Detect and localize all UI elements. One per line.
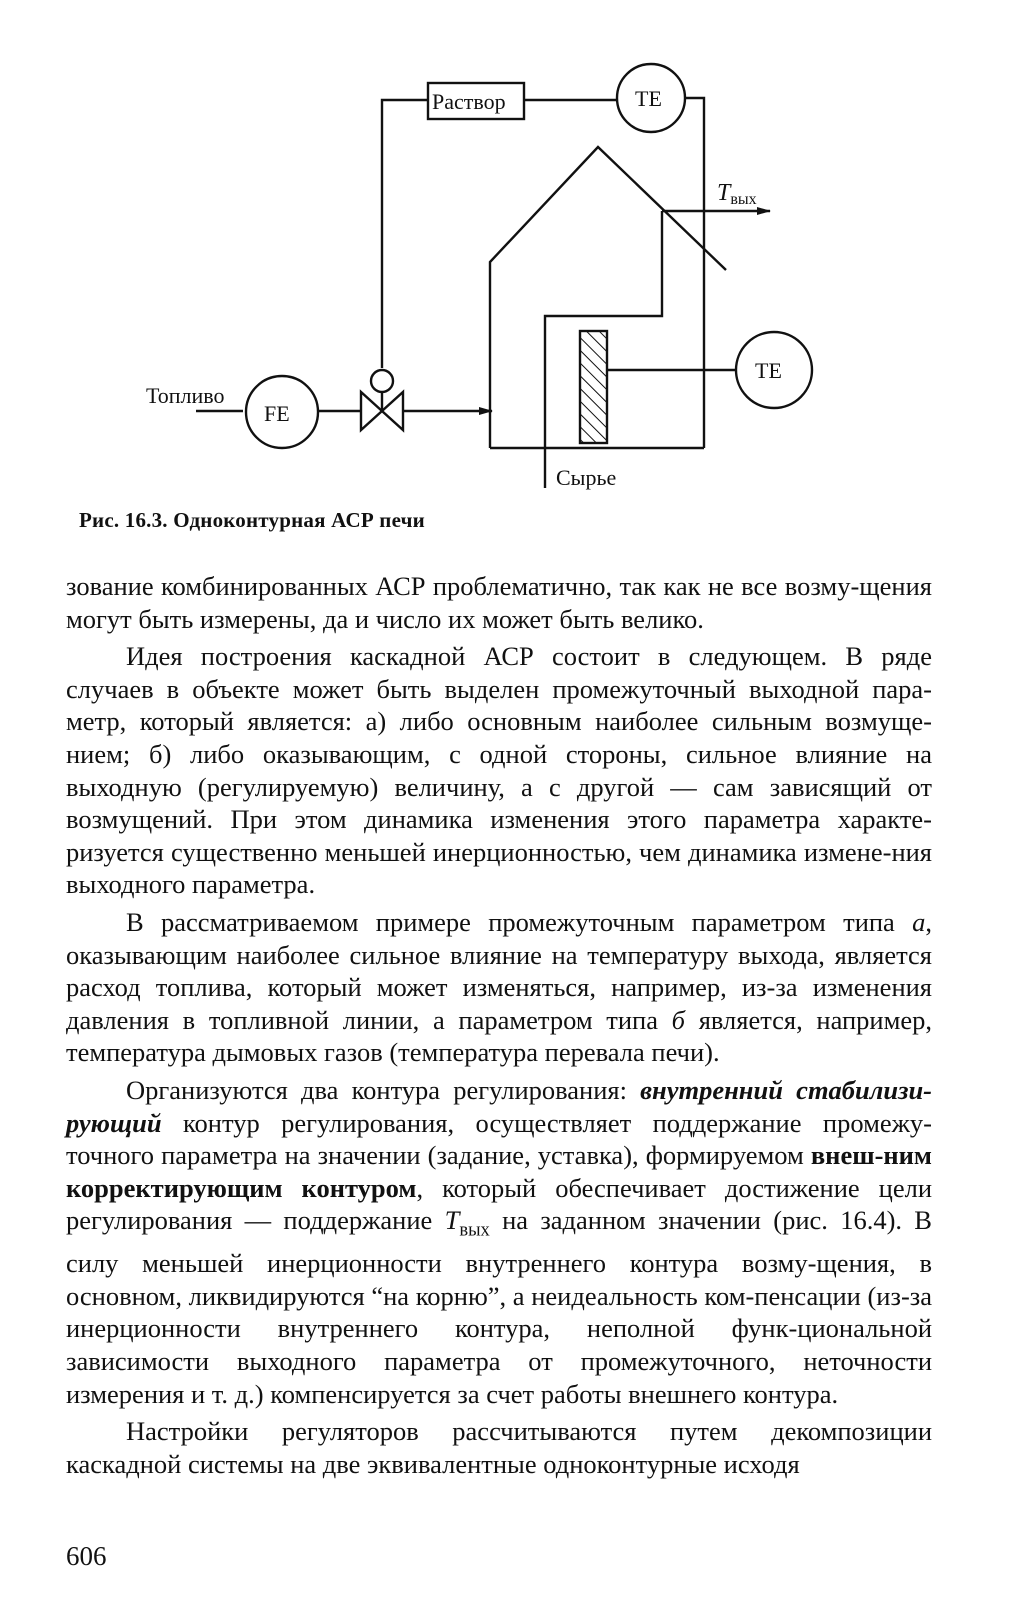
- signal-line-to-solution: [382, 100, 428, 368]
- p4-part-c: , который обеспечивает достижение цели регулирования — поддержание: [66, 1172, 933, 1236]
- solution-label: Раствор: [432, 89, 506, 114]
- paragraph-1: зование комбинированных АСР проблематично, так как не все возму-щения могут быть измерены, да и число их может быть велико.: [66, 571, 932, 634]
- valve-actuator: [371, 370, 393, 392]
- t-out-label: [717, 180, 757, 208]
- paragraph-2: Идея построения каскадной АСР состоит в следующем. В ряде случаев в объекте может быть выделен промежуточный выходной пара-метр, который является: а) либо основным наиболее сильным возмуще-нием; б) либо оказывающим, с одной стороны, сильное влияние на выходную (регулируемую) величину, а с другой — сам зависящий от возмущений. При этом динамика изменения этого параметра характе-ризуется существенно меньшей инерционностью, чем динамика измене-ния выходного параметра.: [66, 641, 932, 900]
- te-top-label: TE: [635, 86, 662, 111]
- feed-label: Сырье: [556, 465, 617, 490]
- body-text: [66, 570, 932, 1480]
- p4-t-sub: вых: [459, 1219, 490, 1241]
- page-number: 606: [66, 1541, 107, 1571]
- p4-outer-loop: внеш-ним корректирующим контуром: [66, 1140, 932, 1203]
- t-out-main: T: [717, 180, 731, 206]
- paragraph-5: Настройки регуляторов рассчитываются путем декомпозиции каскадной системы на две эквивалентные одноконтурные исходя: [66, 1416, 932, 1479]
- paragraph-4: [66, 1074, 932, 1410]
- p4-part-a: Организуются два контура регулирования:: [126, 1074, 641, 1105]
- t-out-sub: вых: [730, 191, 757, 208]
- heat-coil: [580, 331, 607, 443]
- p4-t: T: [444, 1205, 460, 1236]
- p4-part-d: на заданном значении (рис. 16.4). В силу меньшей инерционности внутреннего контура возму-щения, в основном, ликвидируются “на корню”, а неидеальность ком-пенсации (из-за инерционности внутреннего контура, неполной функ-циональной зависимости выходного параметра от промежуточного, неточности измерения и т. д.) компенсируется за счет работы внешнего контура.: [66, 1205, 932, 1409]
- p4-inner-loop: внутренний стабилизи-рующий: [66, 1074, 933, 1138]
- p3-var-a: а: [912, 906, 926, 937]
- furnace-control-diagram: [0, 0, 1018, 520]
- p3-part-a: В рассматриваемом примере промежуточным параметром типа: [126, 906, 913, 937]
- valve-left: [361, 392, 382, 430]
- paragraph-3: [66, 906, 932, 1069]
- p3-part-b: , оказывающим наиболее сильное влияние на температуру выхода, является расход топлива, который может изменяться, например, из-за изменения давления в топливной линии, а параметром типа: [66, 906, 932, 1035]
- te-right-label: TE: [755, 358, 782, 383]
- fe-label: FE: [264, 401, 290, 426]
- figure-caption: Рис. 16.3. Одноконтурная АСР печи: [79, 508, 425, 532]
- te-top-connection: [685, 98, 704, 208]
- p3-part-c: является, например, температура дымовых газов (температура перевала печи).: [66, 1004, 932, 1068]
- p3-var-b: б: [671, 1004, 685, 1035]
- p4-part-b: контур регулирования, осуществляет поддержание промежу-точного параметра на значении (задание, уставка), формируемом: [66, 1107, 932, 1171]
- valve-right: [382, 392, 403, 430]
- fuel-label: Топливо: [146, 383, 225, 408]
